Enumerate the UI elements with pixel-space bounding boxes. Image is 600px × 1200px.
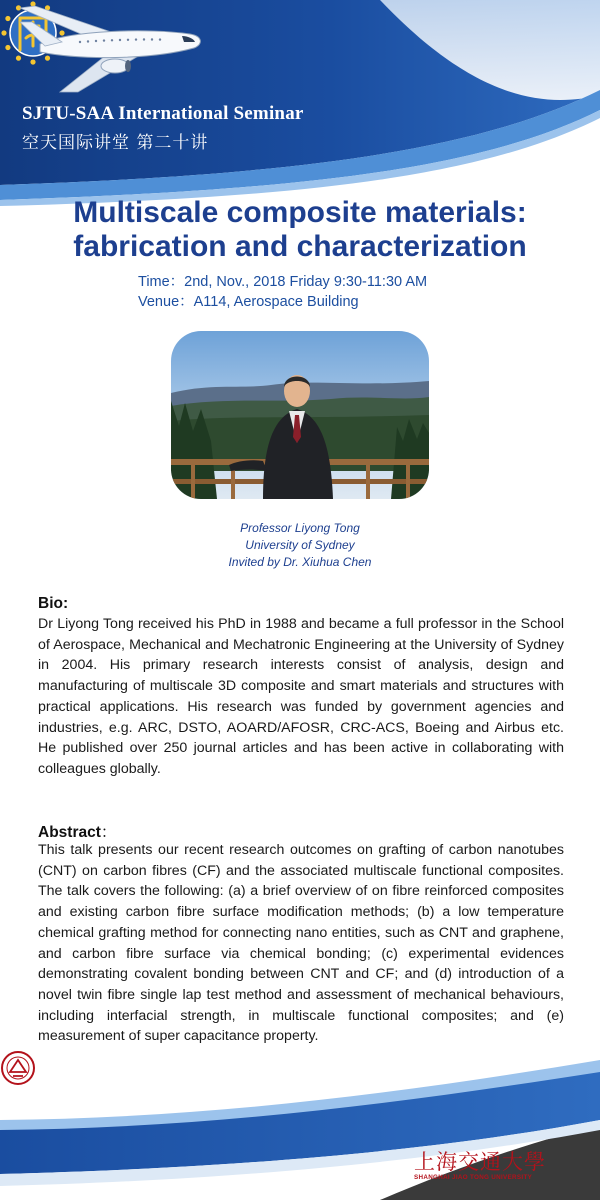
abstract-heading-colon: ： [100, 824, 117, 841]
sjtu-emblem-icon [0, 1050, 36, 1086]
university-name-en: SHANGHAI JIAO TONG UNIVERSITY [414, 1174, 533, 1181]
speaker-name: Professor Liyong Tong [240, 521, 360, 535]
university-name-zh: 上海交通大學 [414, 1150, 546, 1174]
speaker-host: Invited by Dr. Xiuhua Chen [228, 555, 372, 569]
abstract-heading [38, 820, 116, 842]
seminar-series-subtitle: 空天国际讲堂 第二十讲 [22, 133, 209, 153]
speaker-photo [171, 331, 429, 499]
bio-text: Dr Liyong Tong received his PhD in 1988 and became a full professor in the School of Aerospace, Mechanical and Mechatronic Engineering at the University of Sydney in 2004. His primary research interests consist of analysis, design and manufacturing of multiscale 3D composite and smart materials and structures with practical applications. His research was funded by government agencies and industries, e.g. ARC, DSTO, AOARD/AFOSR, CRC-ACS, Boeing and Airbus etc. He published over 250 journal articles and has been active in collaborating with colleagues globally. [38, 616, 564, 777]
talk-time: Time：2nd, Nov., 2018 Friday 9:30-11:30 AM [138, 274, 428, 290]
abstract-text: This talk presents our recent research outcomes on grafting of carbon nanotubes (CNT) on carbon fibres (CF) and the associated multiscale functional composites. The talk covers the following: (a) a brief overview of on fibre reinforced composites and existing carbon fibre surface modification methods; (b) a low temperature chemical grafting method for connecting nano entities, such as CNT and graphene, and carbon fibre surface via chemical bonding; (c) experimental evidences demonstrating covalent bonding between CNT and CF; and (d) introduction of a novel twin fibre single lap test method and assessment of mechanical behaviours, including interfacial strength, in multiscale functional composites; and (e) measurement of super capacitance property. [38, 842, 564, 1045]
bio-heading: Bio: [38, 595, 69, 612]
speaker-affiliation: University of Sydney [245, 538, 355, 552]
speaker-caption [0, 520, 600, 571]
talk-title-line-2: fabrication and characterization [73, 230, 527, 263]
seminar-series-title: SJTU-SAA International Seminar [22, 103, 304, 124]
talk-venue: Venue：A114, Aerospace Building [138, 294, 359, 310]
speaker-photo-image [171, 331, 429, 499]
footer-banner [0, 1050, 600, 1200]
airplane-icon [0, 0, 205, 95]
abstract-heading-label: Abstract [38, 824, 101, 841]
talk-title-line-1: Multiscale composite materials: [73, 196, 527, 229]
talk-details [138, 272, 427, 312]
header-banner [0, 0, 600, 210]
talk-title [20, 196, 580, 264]
